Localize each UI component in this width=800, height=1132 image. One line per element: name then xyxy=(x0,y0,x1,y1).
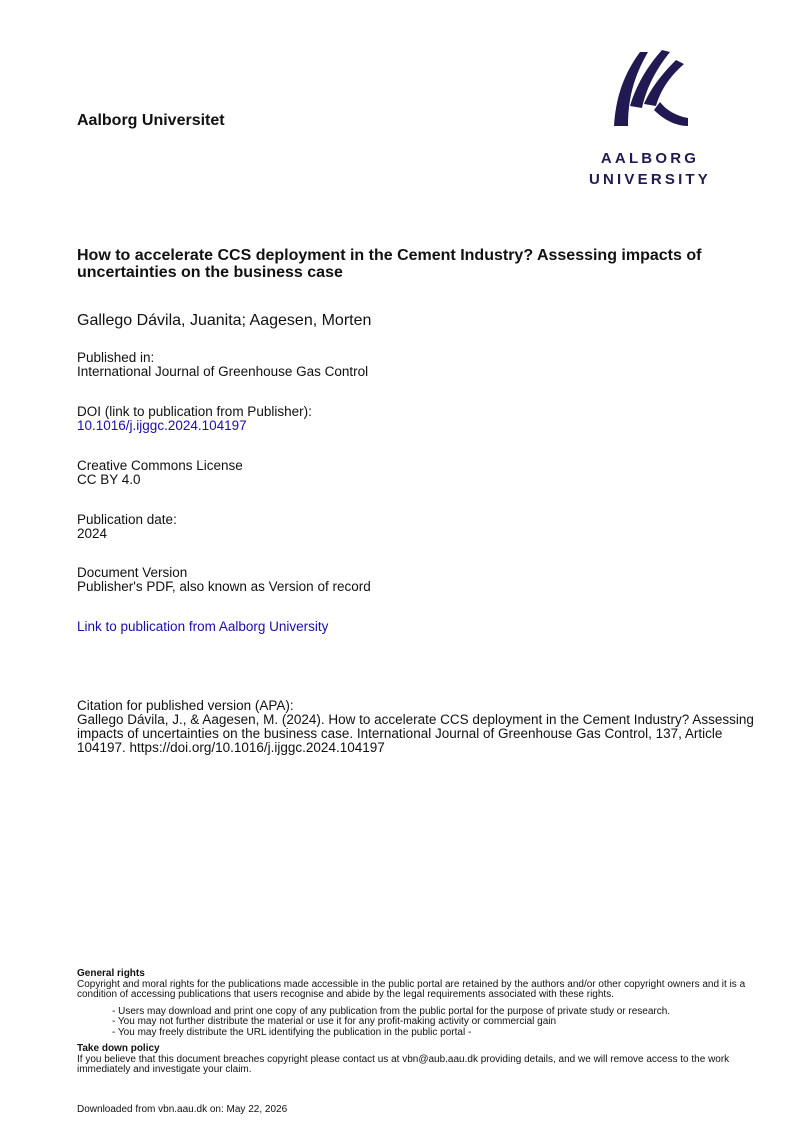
general-rights-heading: General rights xyxy=(77,968,145,979)
publication-date-section xyxy=(77,513,177,541)
download-info: Downloaded from vbn.aau.dk on: May 22, 2026 xyxy=(77,1104,288,1115)
license-section xyxy=(77,459,243,487)
general-rights-text: Copyright and moral rights for the publications made accessible in the public portal are retained by the authors and/or other copyright owners and it is a condition of accessing publications that users recognise and abide by the legal requirements associated with these rights. xyxy=(77,978,746,1000)
document-version-label: Document Version xyxy=(77,565,188,580)
published-in xyxy=(77,351,368,379)
license-value: CC BY 4.0 xyxy=(77,472,141,487)
authors: Gallego Dávila, Juanita; Aagesen, Morten xyxy=(77,312,372,329)
citation-text: Gallego Dávila, J., & Aagesen, M. (2024). How to accelerate CCS deployment in the Cement Industry? Assessing impacts of uncertainties on the business case. International Journal of Greenhouse Gas Control, 137, Article 104197. https://doi.org/10.1016/j.ijggc.2024.104197 xyxy=(77,712,754,755)
journal-name: International Journal of Greenhouse Gas Control xyxy=(77,364,369,379)
citation-label: Citation for published version (APA): xyxy=(77,698,294,713)
rights-item: - Users may download and print one copy of any publication from the public portal for the purpose of private study or research. xyxy=(112,1005,671,1017)
portal-link[interactable]: Link to publication from Aalborg University xyxy=(77,619,329,634)
rights-item: - You may not further distribute the material or use it for any profit-making activity or commercial gain xyxy=(112,1016,557,1027)
logo-text-line1: AALBORG xyxy=(600,150,700,167)
license-label: Creative Commons License xyxy=(77,458,243,473)
publication-title: How to accelerate CCS deployment in the Cement Industry? Assessing impacts of uncertainties on the business case xyxy=(77,247,702,281)
publication-date-label: Publication date: xyxy=(77,512,177,527)
logo-wave-icon xyxy=(610,46,690,128)
institution-name: Aalborg Universitet xyxy=(77,112,225,129)
published-in-label: Published in: xyxy=(77,350,155,365)
publication-date-value: 2024 xyxy=(77,526,108,541)
doi-link[interactable]: 10.1016/j.ijggc.2024.104197 xyxy=(77,418,247,433)
doi-label: DOI (link to publication from Publisher): xyxy=(77,404,312,419)
rights-list xyxy=(112,1007,757,1039)
citation-section xyxy=(77,699,757,755)
rights-section xyxy=(77,969,757,1076)
take-down-heading: Take down policy xyxy=(77,1043,160,1054)
document-version-section xyxy=(77,566,371,594)
portal-link-section xyxy=(77,620,328,634)
university-logo xyxy=(586,46,714,191)
take-down-text: If you believe that this document breaches copyright please contact us at vbn@aub.aau.dk providing details, and we will remove access to the work immediately and investigate your claim. xyxy=(77,1053,730,1075)
rights-item: - You may freely distribute the URL identifying the publication in the public portal - xyxy=(112,1026,472,1038)
doi-section xyxy=(77,405,312,433)
document-version-value: Publisher's PDF, also known as Version of record xyxy=(77,579,371,594)
logo-text-line2: UNIVERSITY xyxy=(588,171,711,188)
